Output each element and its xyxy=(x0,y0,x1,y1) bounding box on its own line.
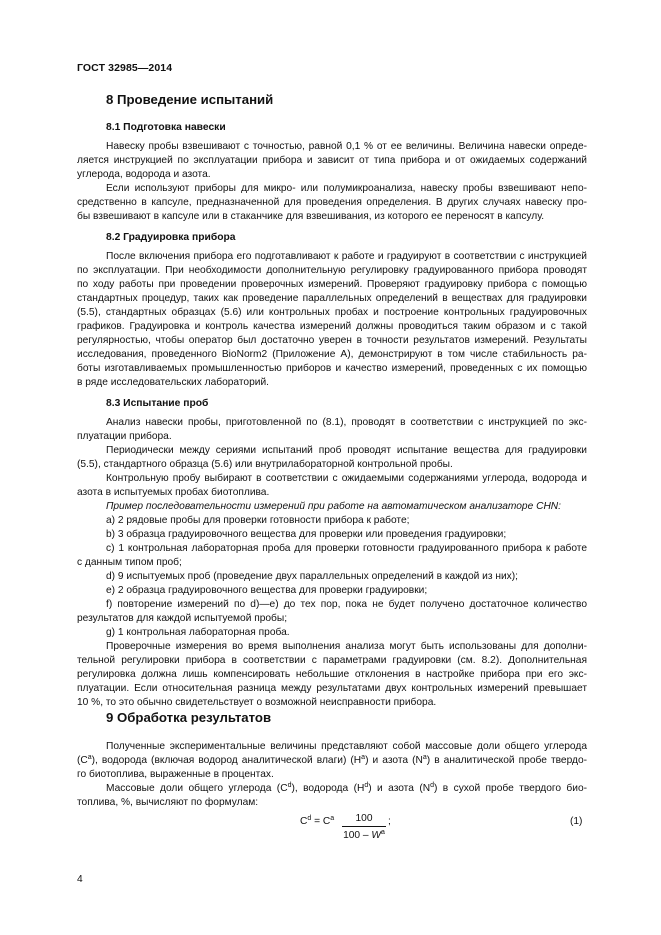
text-line: бы взвешивают в капсуле или в стаканчике для взвешивания, из которого ее переносят в капсулу. xyxy=(77,211,545,222)
text-line: Навеску пробы взвешивают с точностью, равной 0,1 % от ее величины. Величина навески опреде- xyxy=(106,141,587,152)
section-9-title: 9 Обработка результатов xyxy=(106,710,272,725)
list-item: а) 2 рядовые пробы для проверки готовности прибора к работе; xyxy=(106,515,410,526)
list-item: с) 1 контрольная лабораторная проба для проверки готовности градуированного прибора к работе xyxy=(106,543,587,554)
text-line: тельной регулировки прибора в соответствии с параметрами градуировки (см. 8.2). Дополнительная xyxy=(77,655,587,666)
page-number: 4 xyxy=(77,874,83,885)
text-line: (5.5), стандартных образцах (5.6) или контрольных пробах и построение контрольных градуировочных xyxy=(77,307,587,318)
text-line: Контрольную пробу выбирают в соответствии с ожидаемыми содержаниями углерода, водорода и xyxy=(106,473,587,484)
formula-denominator: $100 - W^a$ xyxy=(343,829,385,841)
text-line: Полученные экспериментальные величины представляют собой массовые доли общего углерода xyxy=(106,741,587,752)
list-item-continuation: результатов для каждой испытуемой пробы; xyxy=(77,613,288,624)
formula-semicolon: ; xyxy=(388,816,391,827)
document-header: ГОСТ 32985—2014 xyxy=(77,62,173,74)
text-line: го биотоплива, выраженные в процентах. xyxy=(77,769,274,780)
text-line: средственно в капсуле, предназначенной для проведения определения. В других случаях навеску про- xyxy=(77,197,587,208)
text-line: регулировка должна лишь компенсировать небольшие отклонения в настройке прибора при его экс- xyxy=(77,669,587,680)
text-line: плуатации прибора. xyxy=(77,431,172,442)
text-line: в ряде исследовательских лабораторий. xyxy=(77,377,269,388)
section-8-3-title: 8.3 Испытание проб xyxy=(106,398,209,409)
fraction-bar xyxy=(342,826,386,827)
text-line: Массовые доли общего углерода $(C^d)$, водорода $(H^d)$ и азота $(N^d)$ в сухой пробе твердого био- xyxy=(106,782,588,794)
text-line: боты изготавливаемых промышленностью приборов и качество измерений, проведенных с их помощью xyxy=(77,363,587,374)
text-line: Периодически между сериями испытаний проб проводят испытание вещества для градуировки xyxy=(106,445,587,456)
text-line: азота в испытуемых пробах биотоплива. xyxy=(77,487,270,498)
text-line: исследования, проведенного BioNorm2 (Приложение А), демонстрируют в том числе стабильность ра- xyxy=(77,349,587,360)
list-item: d) 9 испытуемых проб (проведение двух параллельных определений в каждой из них); xyxy=(106,571,518,582)
formula-lhs: $C^d = C^a$ xyxy=(300,815,335,827)
text-line: по эксплуатации. При необходимости дополнительную регулировку градуированного прибора проводят xyxy=(77,265,587,276)
text-line: плуатации. Если относительная разница между результатами двух контрольных измерений превышает xyxy=(77,683,587,694)
section-8-1-title: 8.1 Подготовка навески xyxy=(106,122,226,133)
text-line: (5.5), стандартного образца (5.6) или внутрилабораторной контрольной пробы. xyxy=(77,459,453,470)
text-line: по ходу работы при проведении проверочных измерений. Проверяют градуировку прибора с помощью xyxy=(77,279,587,290)
text-line: $(C^a)$, водорода (включая водород аналитической влаги) $(H^a)$ и азота $(N^a)$ в аналитической пробе твердо- xyxy=(77,754,588,766)
text-line: Проверочные измерения во время выполнения анализа могут быть использованы для дополни- xyxy=(106,641,587,652)
formula-fraction xyxy=(342,812,386,842)
text-line: стандартных процедур, таких как проведение параллельных определений в веществах для градуировки xyxy=(77,293,587,304)
section-8-2-title: 8.2 Градуировка прибора xyxy=(106,232,236,243)
list-item: f) повторение измерений по d)—е) до тех пор, пока не будет получено достаточное количество xyxy=(106,599,587,610)
text-line: регулярностью, чтобы оператор был достаточно уверен в точности результатов измерений. Результаты xyxy=(77,335,587,346)
text-line: топлива, %, вычисляют по формулам: xyxy=(77,797,259,808)
text-line: ляется инструкцией по эксплуатации прибора и зависит от типа прибора и от ожидаемых содержаний xyxy=(77,155,587,166)
formula-numerator: 100 xyxy=(355,813,373,824)
list-item: g) 1 контрольная лабораторная проба. xyxy=(106,627,290,638)
section-8-title: 8 Проведение испытаний xyxy=(106,92,274,107)
text-line: Анализ навески пробы, приготовленной по (8.1), проводят в соответствии с инструкцией по экс- xyxy=(106,417,587,428)
list-item: е) 2 образца градуировочного вещества для проверки градуировки; xyxy=(106,585,428,596)
text-line: 10 %, то это обычно свидетельствует о возможной неисправности прибора. xyxy=(77,697,437,708)
equation-number: (1) xyxy=(570,816,583,827)
example-heading: Пример последовательности измерений при работе на автоматическом анализаторе CHN: xyxy=(106,501,561,512)
list-item-continuation: с данным типом проб; xyxy=(77,557,182,568)
list-item: b) 3 образца градуировочного вещества для проверки или проведения градуировки; xyxy=(106,529,507,540)
text-line: После включения прибора его подготавливают к работе и градуируют в соответствии с инструкцией xyxy=(106,251,587,262)
text-line: Если используют приборы для микро- или полумикроанализа, навеску пробы взвешивают непо- xyxy=(106,183,587,194)
formula-1 xyxy=(300,812,460,848)
text-line: графиков. Градуировка и контроль качества измерений должны проводиться таким образом и с такой xyxy=(77,321,587,332)
text-line: углерода, водорода и азота. xyxy=(77,169,211,180)
